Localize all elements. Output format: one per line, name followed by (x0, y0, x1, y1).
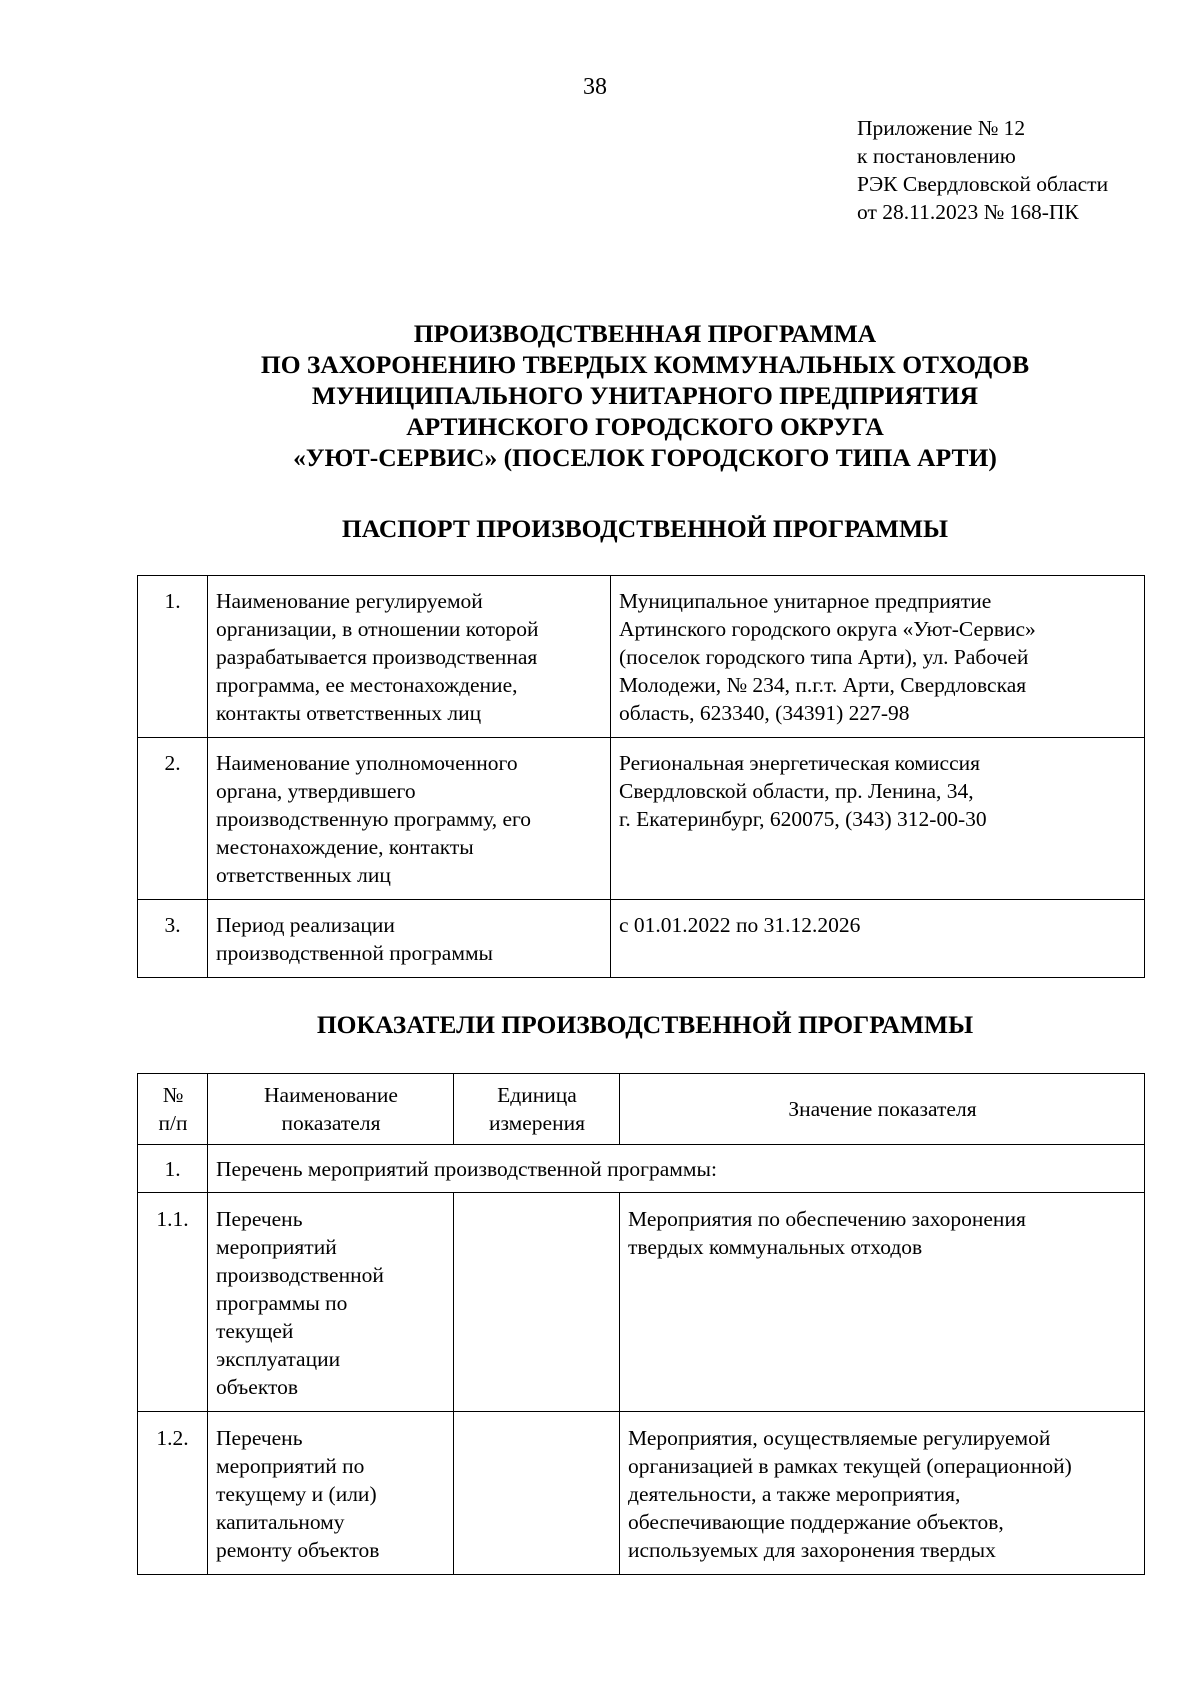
column-header-name (208, 1074, 454, 1145)
row-label (208, 900, 611, 978)
text-line: эксплуатации (216, 1347, 341, 1371)
text-line: мероприятий (216, 1235, 337, 1259)
text-line: (поселок городского типа Арти), ул. Рабочей (619, 645, 1029, 669)
column-header-value: Значение показателя (620, 1074, 1145, 1145)
text-line: местонахождение, контакты (216, 835, 474, 859)
indicators-table (137, 1073, 1145, 1575)
text-line: программа, ее местонахождение, (216, 673, 518, 697)
document-title (0, 318, 1200, 473)
text-line: мероприятий по (216, 1454, 365, 1478)
indicator-value (620, 1412, 1145, 1575)
appendix-line: к постановлению (857, 144, 1016, 168)
text-line: обеспечивающие поддержание объектов, (628, 1510, 1004, 1534)
row-value (611, 576, 1145, 738)
text-line: Наименование уполномоченного (216, 751, 518, 775)
text-line: программы по (216, 1291, 348, 1315)
text-line: Наименование (264, 1083, 398, 1107)
text-line: Муниципальное унитарное предприятие (619, 589, 992, 613)
indicator-unit (454, 1193, 620, 1412)
text-line: измерения (488, 1111, 586, 1135)
text-line: твердых коммунальных отходов (628, 1235, 923, 1259)
table-row (138, 1412, 1145, 1575)
text-line: Перечень (216, 1207, 303, 1231)
indicator-name (208, 1412, 454, 1575)
appendix-line: Приложение № 12 (857, 116, 1026, 140)
text-line: Перечень (216, 1426, 303, 1450)
text-line: Региональная энергетическая комиссия (619, 751, 981, 775)
text-line: Период реализации (216, 913, 395, 937)
title-line: ПО ЗАХОРОНЕНИЮ ТВЕРДЫХ КОММУНАЛЬНЫХ ОТХОДОВ (260, 350, 1030, 379)
text-line: с 01.01.2022 по 31.12.2026 (619, 913, 861, 937)
column-header-unit (454, 1074, 620, 1145)
text-line: Молодежи, № 234, п.г.т. Арти, Свердловская (619, 673, 1027, 697)
table-header-row (138, 1074, 1145, 1145)
text-line: область, 623340, (34391) 227-98 (619, 701, 910, 725)
text-line: текущей (216, 1319, 294, 1343)
text-line: Наименование регулируемой (216, 589, 483, 613)
passport-row (138, 900, 1145, 978)
page-number: 38 (583, 74, 607, 100)
text-line: деятельности, а также мероприятия, (628, 1482, 961, 1506)
text-line: Единица (497, 1083, 577, 1107)
row-number: 1.1. (138, 1193, 208, 1412)
text-line: Мероприятия по обеспечению захоронения (628, 1207, 1026, 1231)
indicator-value (620, 1193, 1145, 1412)
text-line: Мероприятия, осуществляемые регулируемой (628, 1426, 1051, 1450)
section-text: Перечень мероприятий производственной программы: (208, 1145, 1145, 1193)
indicator-unit (454, 1412, 620, 1575)
table-row (138, 1193, 1145, 1412)
text-line: капитальному (216, 1510, 345, 1534)
text-line: Артинского городского округа «Уют-Сервис» (619, 617, 1036, 641)
section-row (138, 1145, 1145, 1193)
passport-row (138, 738, 1145, 900)
title-line: ПРОИЗВОДСТВЕННАЯ ПРОГРАММА (413, 319, 877, 348)
row-number: 1.2. (138, 1412, 208, 1575)
text-line: производственную программу, его (216, 807, 532, 831)
row-number: 1. (138, 1145, 208, 1193)
text-line: текущему и (или) (216, 1482, 377, 1506)
appendix-line: РЭК Свердловской области (857, 172, 1109, 196)
text-line: ремонту объектов (216, 1538, 380, 1562)
row-value (611, 738, 1145, 900)
text-line: организации, в отношении которой (216, 617, 539, 641)
text-line: органа, утвердившего (216, 779, 416, 803)
row-label (208, 738, 611, 900)
text-line: объектов (216, 1375, 298, 1399)
text-line: разрабатывается производственная (216, 645, 538, 669)
title-line: МУНИЦИПАЛЬНОГО УНИТАРНОГО ПРЕДПРИЯТИЯ (311, 381, 979, 410)
text-line: контакты ответственных лиц (216, 701, 482, 725)
row-label (208, 576, 611, 738)
text-line: производственной программы (216, 941, 494, 965)
passport-row (138, 576, 1145, 738)
indicators-heading: ПОКАЗАТЕЛИ ПРОИЗВОДСТВЕННОЙ ПРОГРАММЫ (316, 1010, 974, 1039)
appendix-note (857, 114, 1108, 226)
row-number: 1. (138, 576, 208, 738)
row-number: 3. (138, 900, 208, 978)
title-line: «УЮТ-СЕРВИС» (ПОСЕЛОК ГОРОДСКОГО ТИПА АРТИ) (293, 443, 997, 472)
passport-heading: ПАСПОРТ ПРОИЗВОДСТВЕННОЙ ПРОГРАММЫ (341, 514, 949, 543)
text-line: показателя (281, 1111, 381, 1135)
indicator-name (208, 1193, 454, 1412)
passport-table (137, 575, 1145, 978)
text-line: г. Екатеринбург, 620075, (343) 312-00-30 (619, 807, 987, 831)
text-line: организацией в рамках текущей (операционной) (628, 1454, 1072, 1478)
row-number: 2. (138, 738, 208, 900)
text-line: № (162, 1083, 184, 1107)
text-line: используемых для захоронения твердых (628, 1538, 996, 1562)
column-header-num (138, 1074, 208, 1145)
row-value (611, 900, 1145, 978)
text-line: производственной (216, 1263, 384, 1287)
text-line: ответственных лиц (216, 863, 391, 887)
text-line: п/п (158, 1111, 188, 1135)
appendix-line: от 28.11.2023 № 168-ПК (857, 200, 1079, 224)
title-line: АРТИНСКОГО ГОРОДСКОГО ОКРУГА (406, 412, 884, 441)
text-line: Свердловской области, пр. Ленина, 34, (619, 779, 974, 803)
